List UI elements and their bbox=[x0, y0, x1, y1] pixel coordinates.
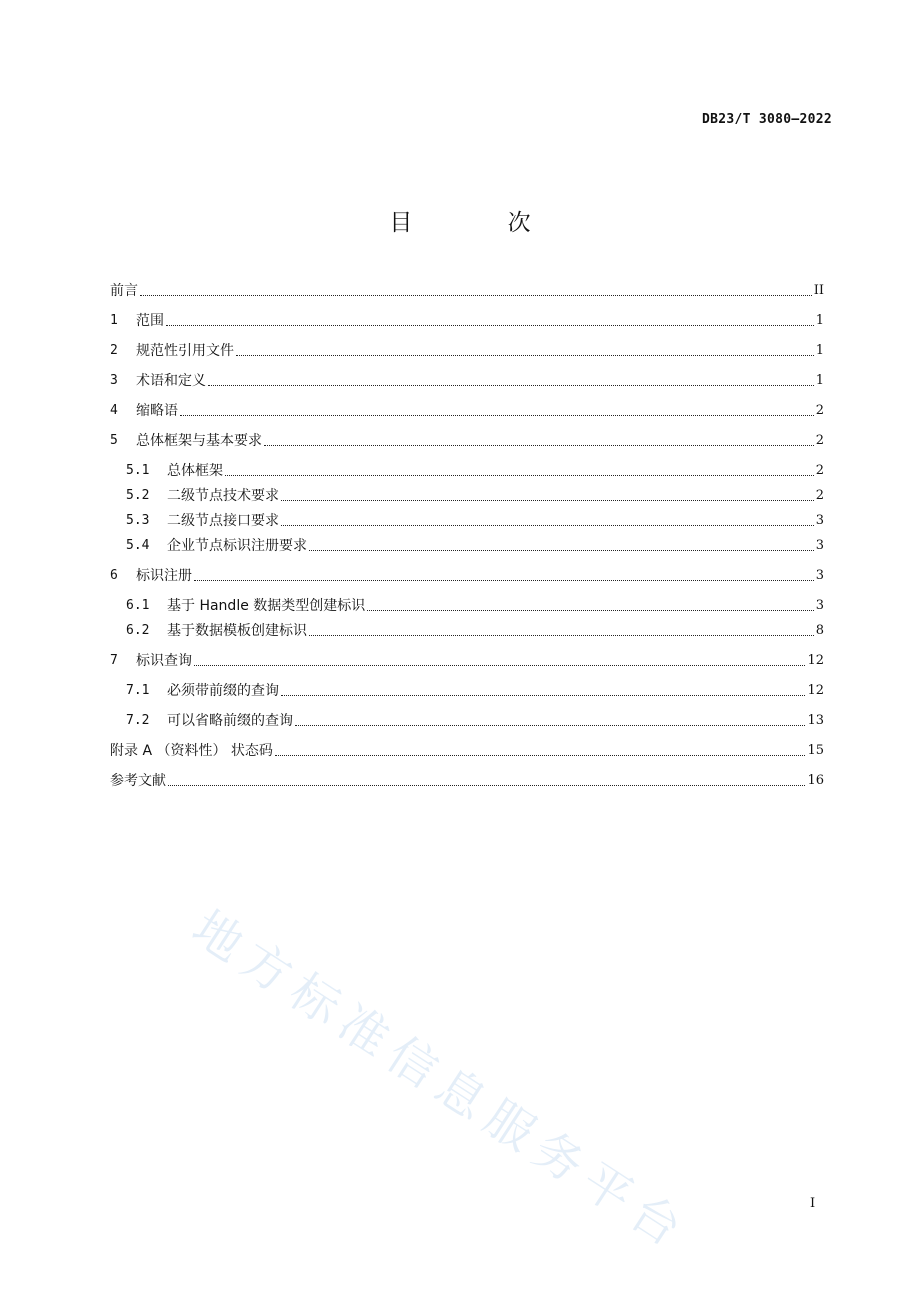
toc-dot-leader bbox=[281, 500, 814, 501]
toc-entry-label: 可以省略前缀的查询 bbox=[167, 713, 293, 729]
toc-entry-label: 总体框架 bbox=[167, 463, 223, 479]
toc-entry-identifier-query[interactable] bbox=[110, 648, 824, 670]
toc-dot-leader bbox=[367, 610, 813, 611]
toc-entry-page: 16 bbox=[807, 773, 824, 788]
toc-entry-label: 附录 A （资料性） 状态码 bbox=[110, 743, 273, 759]
toc-entry-number: 1 bbox=[110, 313, 118, 328]
toc-entry-page: 3 bbox=[815, 513, 824, 528]
toc-entry-label: 标识查询 bbox=[136, 653, 192, 669]
toc-entry-6-2[interactable] bbox=[126, 618, 824, 640]
toc-entry-5-4[interactable] bbox=[126, 533, 824, 555]
toc-entry-label: 总体框架与基本要求 bbox=[136, 433, 262, 449]
toc-entry-page: 13 bbox=[807, 713, 824, 728]
toc-entry-label: 必须带前缀的查询 bbox=[167, 683, 279, 699]
toc-entry-number: 6.2 bbox=[126, 623, 150, 638]
toc-entry-5-3[interactable] bbox=[126, 508, 824, 530]
toc-entry-identifier-registration[interactable] bbox=[110, 563, 824, 585]
toc-entry-number: 5.4 bbox=[126, 538, 150, 553]
toc-entry-label: 基于数据模板创建标识 bbox=[167, 623, 307, 639]
toc-entry-page: 3 bbox=[815, 568, 824, 583]
toc-entry-number: 7.2 bbox=[126, 713, 150, 728]
toc-entry-page: 15 bbox=[807, 743, 824, 758]
toc-entry-number: 3 bbox=[110, 373, 118, 388]
toc-entry-5-2[interactable] bbox=[126, 483, 824, 505]
toc-dot-leader bbox=[140, 295, 812, 296]
toc-dot-leader bbox=[194, 665, 805, 666]
toc-entry-appendix-a[interactable] bbox=[110, 738, 824, 760]
toc-entry-number: 6 bbox=[110, 568, 118, 583]
toc-entry-number: 7.1 bbox=[126, 683, 150, 698]
toc-entry-page: 2 bbox=[815, 488, 824, 503]
toc-entry-label: 企业节点标识注册要求 bbox=[167, 538, 307, 554]
toc-entry-terms-definitions[interactable] bbox=[110, 368, 824, 390]
toc-entry-number: 4 bbox=[110, 403, 118, 418]
toc-entry-page: 1 bbox=[815, 313, 824, 328]
toc-entry-page: II bbox=[813, 283, 824, 298]
toc-dot-leader bbox=[309, 635, 814, 636]
document-code: DB23/T 3080—2022 bbox=[701, 112, 832, 127]
toc-entry-6-1[interactable] bbox=[126, 593, 824, 615]
toc-entry-label: 基于 Handle 数据类型创建标识 bbox=[167, 598, 366, 614]
toc-entry-number: 5.1 bbox=[126, 463, 150, 478]
toc-entry-label: 二级节点技术要求 bbox=[167, 488, 279, 504]
toc-entry-page: 1 bbox=[815, 373, 824, 388]
toc-entry-foreword[interactable] bbox=[110, 278, 824, 300]
toc-entry-bibliography[interactable] bbox=[110, 768, 824, 790]
toc-entry-page: 2 bbox=[815, 403, 824, 418]
toc-entry-label: 规范性引用文件 bbox=[136, 343, 234, 359]
toc-dot-leader bbox=[180, 415, 814, 416]
toc-entry-label: 标识注册 bbox=[136, 568, 192, 584]
toc-dot-leader bbox=[281, 695, 805, 696]
toc-entry-number: 6.1 bbox=[126, 598, 150, 613]
watermark: 地方标准信息服务平台 bbox=[182, 899, 700, 1263]
toc-entry-label: 范围 bbox=[136, 313, 164, 329]
toc-entry-label: 术语和定义 bbox=[136, 373, 206, 389]
toc-entry-label: 缩略语 bbox=[136, 403, 178, 419]
toc-entry-label: 参考文献 bbox=[110, 773, 166, 789]
toc-dot-leader bbox=[264, 445, 814, 446]
toc-dot-leader bbox=[275, 755, 806, 756]
toc-entry-7-2[interactable] bbox=[126, 708, 824, 730]
toc-entry-page: 2 bbox=[815, 433, 824, 448]
toc-entry-normative-references[interactable] bbox=[110, 338, 824, 360]
toc-entry-number: 5.2 bbox=[126, 488, 150, 503]
toc-dot-leader bbox=[281, 525, 814, 526]
toc-entry-5-1[interactable] bbox=[126, 458, 824, 480]
toc-entry-page: 2 bbox=[815, 463, 824, 478]
toc-dot-leader bbox=[225, 475, 814, 476]
toc-dot-leader bbox=[309, 550, 814, 551]
toc-dot-leader bbox=[166, 325, 814, 326]
page-number: I bbox=[810, 1196, 816, 1211]
toc-entry-label: 前言 bbox=[110, 283, 138, 299]
page-title: 目 次 bbox=[389, 210, 575, 236]
toc-entry-page: 1 bbox=[815, 343, 824, 358]
toc-entry-framework-requirements[interactable] bbox=[110, 428, 824, 450]
toc-entry-number: 5.3 bbox=[126, 513, 150, 528]
toc-entry-label: 二级节点接口要求 bbox=[167, 513, 279, 529]
toc-dot-leader bbox=[236, 355, 814, 356]
toc-entry-7-1[interactable] bbox=[126, 678, 824, 700]
toc-dot-leader bbox=[208, 385, 814, 386]
toc-entry-page: 12 bbox=[807, 683, 824, 698]
toc-dot-leader bbox=[194, 580, 814, 581]
toc-entry-abbreviations[interactable] bbox=[110, 398, 824, 420]
toc-entry-number: 7 bbox=[110, 653, 118, 668]
toc-entry-page: 12 bbox=[807, 653, 824, 668]
toc-entry-number: 5 bbox=[110, 433, 118, 448]
toc-entry-page: 3 bbox=[815, 538, 824, 553]
toc-dot-leader bbox=[168, 785, 805, 786]
toc-dot-leader bbox=[295, 725, 805, 726]
toc-entry-page: 3 bbox=[815, 598, 824, 613]
toc-entry-scope[interactable] bbox=[110, 308, 824, 330]
toc-entry-number: 2 bbox=[110, 343, 118, 358]
toc-entry-page: 8 bbox=[815, 623, 824, 638]
